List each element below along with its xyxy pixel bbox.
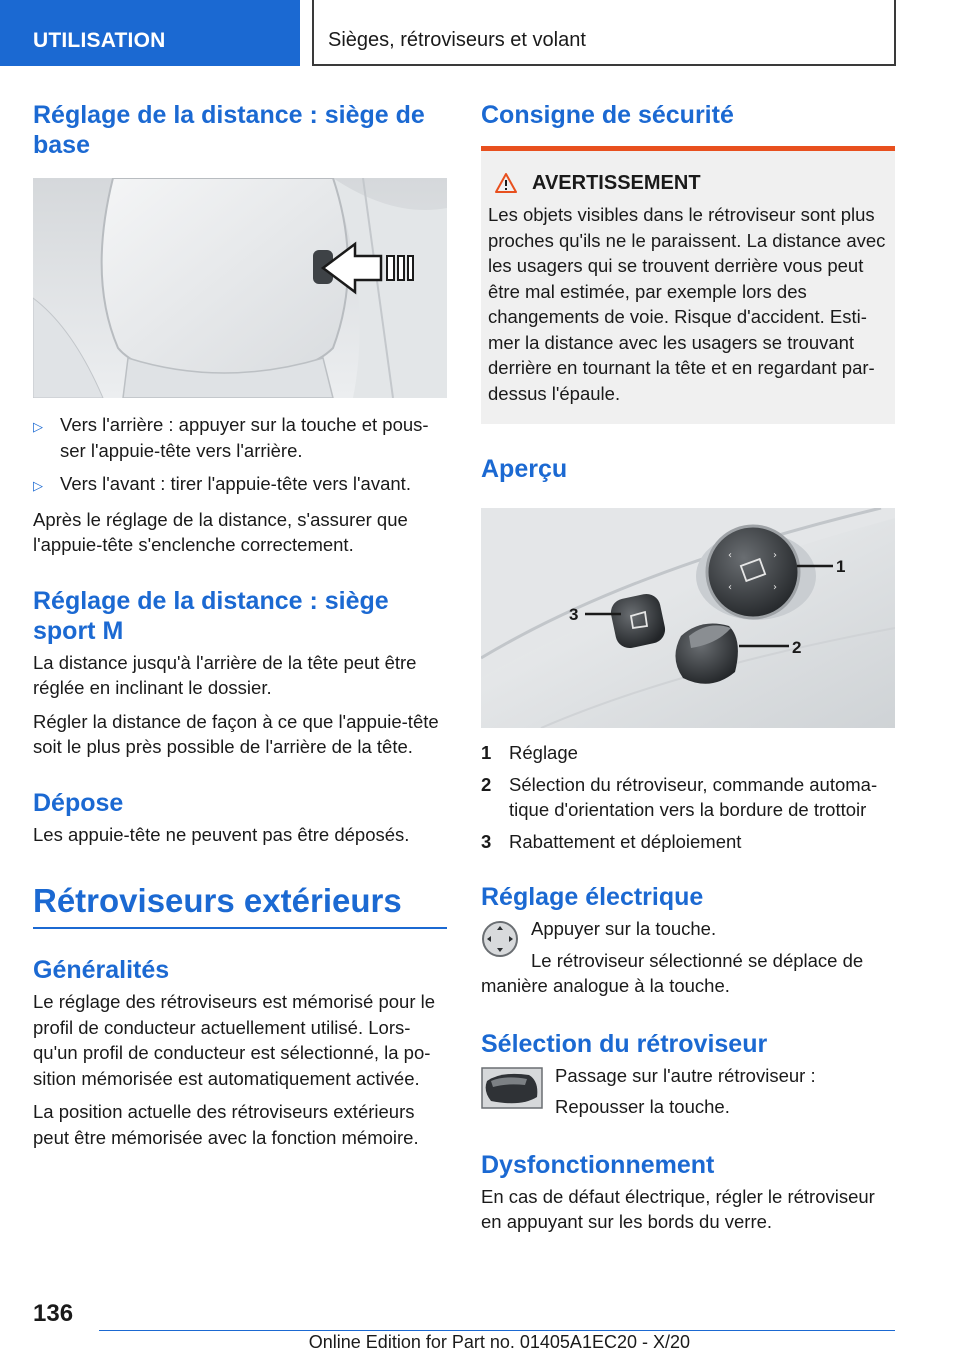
paragraph-after-adjust: Après le réglage de la distance, s'assurer que l'appuie-tête s'enclenche correctement. [33, 508, 408, 555]
heading-general: Généralités [33, 956, 170, 984]
paragraph-sport-1: La distance jusqu'à l'arrière de la tête peut être réglée en inclinant le dossier. [33, 651, 417, 698]
paragraph-general-2: La position actuelle des rétroviseurs extérieurs peut être mémorisée avec la fonction mémoire. [33, 1101, 419, 1148]
warning-box [481, 146, 895, 424]
callout-3: 3 [569, 605, 579, 624]
right-column [481, 100, 895, 1235]
paragraph-sport-2: Régler la distance de façon à ce que l'appuie-tête soit le plus près possible de l'arrière de la tête. [33, 710, 439, 757]
heading-safety: Consigne de sécurité [481, 101, 734, 129]
paragraph-electric-1: Appuyer sur la touche. [531, 918, 717, 939]
page-number: 136 [33, 1300, 74, 1327]
list-item: 1 Réglage [481, 742, 578, 763]
electric-section [481, 916, 895, 999]
svg-text:‹: ‹ [728, 582, 732, 593]
list-item: ▷ Vers l'arrière : appuyer sur la touche et pous-ser l'appuie-tête vers l'arrière. [33, 412, 447, 463]
select-section [481, 1063, 895, 1120]
heading-select-mirror: Sélection du rétroviseur [481, 1029, 768, 1058]
list-item: 2 Sélection du rétroviseur, commande automa-tique d'orientation vers la bordure de trottoir [481, 773, 878, 820]
callout-1: 1 [836, 557, 846, 576]
paragraph-electric-2: Le rétroviseur sélectionné se déplace de manière analogue à la touche. [481, 949, 864, 996]
headrest-illustration [33, 178, 447, 398]
heading-malfunction: Dysfonctionnement [481, 1150, 715, 1179]
triangle-bullet-icon: ▷ [33, 478, 43, 493]
paragraph-select-2: Repousser la touche. [555, 1096, 730, 1117]
legend-list [481, 740, 895, 854]
headrest-image [33, 178, 447, 398]
heading-distance-base: Réglage de la distance : siège de base [33, 101, 425, 159]
heading-distance-sport: Réglage de la distance : siège sport M [33, 586, 389, 645]
paragraph-general-1: Le réglage des rétroviseurs est mémorisé pour le profil de conducteur actuellement utilisé. Lors-qu'un profil de conducteur est sélectionné, la po-sition mémorisée est automatiquement activée. [33, 991, 436, 1089]
mirror-controls-image [481, 508, 895, 728]
list-item: 3 Rabattement et déploiement [481, 830, 742, 852]
paragraph-depose: Les appuie-tête ne peuvent pas être déposés. [33, 823, 410, 845]
list-item: ▷ Vers l'avant : tirer l'appuie-tête vers l'avant. [33, 471, 447, 499]
section-tab: UTILISATION [0, 0, 300, 66]
page-header [0, 0, 960, 66]
triangle-bullet-icon: ▷ [33, 419, 43, 434]
svg-text:‹: ‹ [728, 550, 732, 561]
heading-overview: Aperçu [481, 455, 568, 483]
warning-text: Les objets visibles dans le rétroviseur sont plus proches qu'ils ne le paraissent. La distance avec les usagers qui se trouvent derrière vous peut être mal estimée, par exemple lors des changements de voie. Risque d'accident. Esti-mer la distance avec les usagers se trouvant derrière en tournant la tête et en regardant par-dessus l'épaule. [488, 204, 886, 404]
mirror-adjust-button-icon [481, 920, 519, 958]
callout-2: 2 [792, 638, 802, 657]
svg-text:›: › [773, 550, 777, 561]
edition-text: Online Edition for Part no. 01405A1EC20 - X/20 [308, 1332, 690, 1352]
paragraph-select-1: Passage sur l'autre rétroviseur : [555, 1064, 816, 1086]
heading-electric: Réglage électrique [481, 883, 704, 911]
warning-title: AVERTISSEMENT [532, 172, 701, 194]
warning-triangle-icon [494, 172, 518, 194]
page-footer [0, 1296, 960, 1362]
mirror-select-switch-icon [481, 1067, 543, 1109]
heading-depose: Dépose [33, 788, 124, 817]
paragraph-malfunction: En cas de défaut électrique, régler le rétroviseur en appuyant sur les bords du verre. [481, 1185, 875, 1232]
mirror-control-illustration [481, 508, 895, 728]
left-column [33, 100, 447, 1150]
heading-exterior-mirrors: Rétroviseurs extérieurs [33, 882, 402, 919]
headrest-steps [33, 412, 447, 499]
footer-rule [99, 1330, 895, 1331]
section-heading-rule [33, 881, 447, 929]
chapter-title: Sièges, rétroviseurs et volant [312, 0, 896, 66]
svg-text:›: › [773, 582, 777, 593]
